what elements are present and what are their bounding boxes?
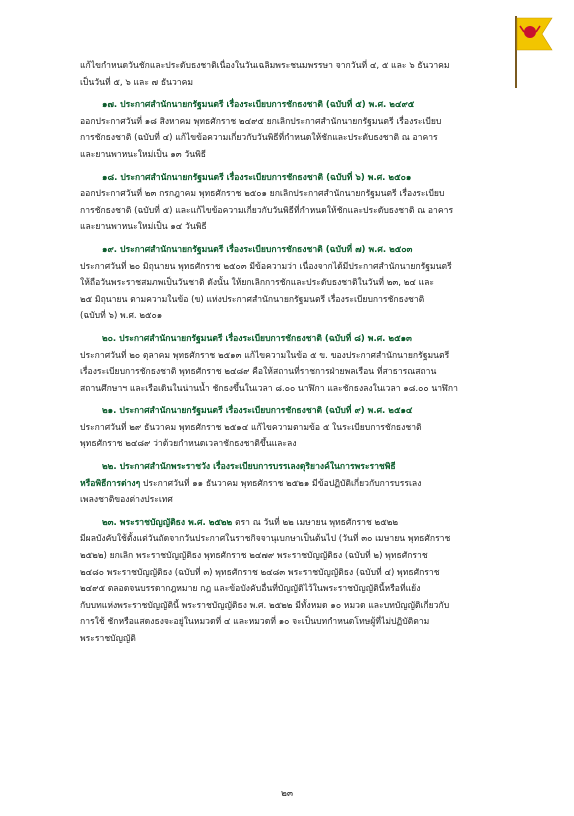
section-heading-continued [80,476,500,493]
text-line: ออกประกาศวันที่ ๑๘ สิงหาคม พุทธศักราช ๒๔๙๕ ยกเลิกประกาศสำนักนายกรัฐมนตรี เรื่องระเบียบ [80,116,442,127]
section-heading: ๑๙. ประกาศสำนักนายกรัฐมนตรี เรื่องระเบียบการชักธงชาติ (ฉบับที่ ๗) พ.ศ. ๒๕๐๓ [102,244,413,255]
text-line: และยานพาหนะใหม่เป็น ๑๓ วันพิธี [80,149,206,160]
section-21 [80,403,500,453]
text-line: การชักธงชาติ (ฉบับที่ ๔) แก้ไขข้อความเกี่ยวกับวันพิธีที่กำหนดให้ชักและประดับธงชาติ ณ อาคาร [80,133,438,144]
text-line: ๒๕ มิถุนายน ตามความในข้อ (ข) แห่งประกาศสำนักนายกรัฐมนตรี เรื่องระเบียบการชักธงชาติ [80,294,425,305]
heading-rest: ประกาศวันที่ ๑๑ ธันวาคม พุทธศักราช ๒๕๒๑ มีข้อปฏิบัติเกี่ยวกับการบรรเลง [140,478,422,489]
section-heading: ๒๐. ประกาศสำนักนายกรัฐมนตรี เรื่องระเบียบการชักธงชาติ (ฉบับที่ ๘) พ.ศ. ๒๕๑๓ [102,333,412,344]
text-line: ๒๔๘๐ พระราชบัญญัติธง (ฉบับที่ ๓) พุทธศักราช ๒๔๘๓ พระราชบัญญัติธง (ฉบับที่ ๔) พุทธศักราช [80,567,440,578]
text-line: ๒๔๙๕ ตลอดจนบรรดากฎหมาย กฎ และข้อบังคับอื่นที่บัญญัติไว้ในพระราชบัญญัตินี้หรือที่แย้ง [80,584,421,595]
section-19 [80,242,500,325]
section-18 [80,170,500,236]
section-22 [80,459,500,509]
heading-continuation: หรือพิธีการต่างๆ [80,478,141,489]
text-line: ประกาศวันที่ ๒๐ มิถุนายน พุทธศักราช ๒๕๐๓ มีข้อความว่า เนื่องจากได้มีประกาศสำนักนายกรัฐมนตรี [80,261,452,272]
section-17 [80,97,500,163]
text-line: และยานพาหนะใหม่เป็น ๑๔ วันพิธี [80,222,207,233]
text-line: ให้ถือวันพระราชสมภพเป็นวันชาติ ดังนั้น ให้ยกเลิกการชักและประดับธงชาติในวันที่ ๒๓, ๒๔ และ [80,278,435,289]
garuda-flag-emblem [512,12,556,90]
section-heading: ๒๑. ประกาศสำนักนายกรัฐมนตรี เรื่องระเบียบการชักธงชาติ (ฉบับที่ ๙) พ.ศ. ๒๕๑๔ [102,406,413,417]
text-line: ๒๕๒๒) ยกเลิก พระราชบัญญัติธง พุทธศักราช ๒๔๗๙ พระราชบัญญัติธง (ฉบับที่ ๒) พุทธศักราช [80,551,428,562]
page-number: ๒๓ [280,789,294,799]
text-line: กับบทแห่งพระราชบัญญัตินี้ พระราชบัญญัติธง พ.ศ. ๒๕๒๒ มีทั้งหมด ๑๐ หมวด และบทบัญญัติเกี่ยวกับ [80,600,450,611]
text-line: ออกประกาศวันที่ ๒๓ กรกฎาคม พุทธศักราช ๒๕๐๑ ยกเลิกประกาศสำนักนายกรัฐมนตรี เรื่องระเบียบ [80,189,445,200]
text-line: ประกาศวันที่ ๒๐ ตุลาคม พุทธศักราช ๒๕๑๓ แก้ไขความในข้อ ๕ ข. ของประกาศสำนักนายกรัฐมนตรี [80,350,450,361]
section-heading: ๒๒. ประกาศสำนักพระราชวัง เรื่องระเบียบการบรรเลงดุริยางค์ในการพระราชพิธี [102,462,396,473]
text-line: แก้ไขกำหนดวันชักและประดับธงชาติเนื่องในวันเฉลิมพระชนมพรรษา จากวันที่ ๔, ๕ และ ๖ ธันวาคม [80,61,450,71]
section-heading-line [80,515,500,532]
text-line: เรื่องระเบียบการชักธงชาติ พุทธศักราช ๒๔๘๙ คือให้สถานที่ราชการฝ่ายพลเรือน ที่สาธารณสถาน [80,367,437,378]
document-body [80,58,500,648]
section-heading: ๑๗. ประกาศสำนักนายกรัฐมนตรี เรื่องระเบียบการชักธงชาติ (ฉบับที่ ๕) พ.ศ. ๒๔๙๕ [102,100,415,111]
text-line: เป็นวันที่ ๕, ๖ และ ๗ ธันวาคม [80,77,194,88]
text-line: การชักธงชาติ (ฉบับที่ ๕) และแก้ไขข้อความเกี่ยวกับวันพิธีที่กำหนดให้ชักและประดับธงชาติ ณ อาคาร [80,205,454,216]
section-20 [80,331,500,397]
section-heading: ๒๓. พระราชบัญญัติธง พ.ศ. ๒๕๒๒ [102,517,233,528]
text-line: เพลงชาติของต่างประเทศ [80,495,173,506]
text-line: (ฉบับที่ ๖) พ.ศ. ๒๕๐๑ [80,311,163,322]
text-line: พระราชบัญญัติ [80,634,136,644]
section-heading: ๑๘. ประกาศสำนักนายกรัฐมนตรี เรื่องระเบียบการชักธงชาติ (ฉบับที่ ๖) พ.ศ. ๒๕๐๑ [102,172,412,183]
text-line: พุทธศักราช ๒๔๘๙ ว่าด้วยกำหนดเวลาชักธงชาติขึ้นและลง [80,439,297,450]
paragraph [80,58,500,91]
text-line: ประกาศวันที่ ๒๙ ธันวาคม พุทธศักราช ๒๕๑๔ แก้ไขความตามข้อ ๕ ในระเบียบการชักธงชาติ [80,422,422,433]
text-line: สถานศึกษาฯ และเรือเดินในน่านน้ำ ชักธงขึ้นในเวลา ๘.๐๐ นาฬิกา และชักธงลงในเวลา ๑๘.๐๐ นาฬิกา [80,383,458,394]
text-line: การใช้ ชักหรือแสดงธงจะอยู่ในหมวดที่ ๔ และหมวดที่ ๑๐ จะเป็นบทกำหนดโทษผู้ที่ไม่ปฏิบัติตาม [80,617,430,628]
heading-rest: ตรา ณ วันที่ ๒๒ เมษายน พุทธศักราช ๒๕๒๒ [232,517,399,528]
section-23 [80,515,500,648]
text-line: มีผลบังคับใช้ตั้งแต่วันถัดจากวันประกาศในราชกิจจานุเบกษาเป็นต้นไป (วันที่ ๓๐ เมษายน พุทธศักราช [80,534,451,545]
